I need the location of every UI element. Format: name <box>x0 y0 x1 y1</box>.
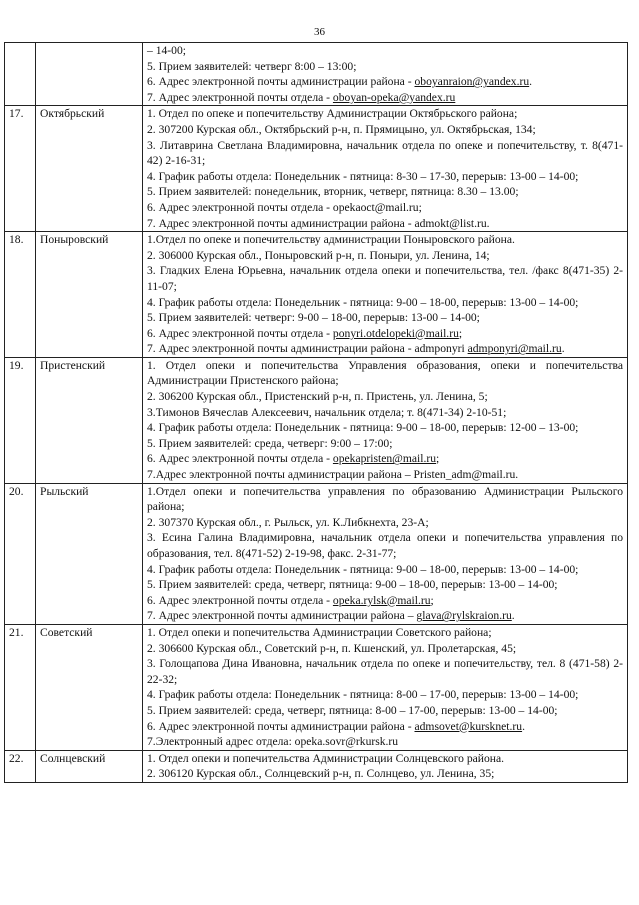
info-line <box>147 169 623 185</box>
info-text: 7.Электронный адрес отдела: opeka.sovr@rkursk.ru <box>147 735 399 749</box>
info-line <box>147 122 623 138</box>
table-row <box>5 232 628 358</box>
row-number: 18. <box>5 232 36 358</box>
guardianship-departments-table <box>4 42 628 783</box>
info-line <box>147 530 623 561</box>
info-line <box>147 341 623 357</box>
info-line <box>147 562 623 578</box>
info-line <box>147 420 623 436</box>
info-line <box>147 389 623 405</box>
info-text: 2. 307200 Курская обл., Октябрьский р-н, п. Прямицыно, ул. Октябрьская, 134; <box>147 122 536 136</box>
info-text: 6. Адрес электронной почты отдела - <box>147 326 333 340</box>
info-text: 1. Отдел по опеке и попечительству Администрации Октябрьского района; <box>147 107 518 121</box>
info-text: 7. Адрес электронной почты отдела - <box>147 90 333 104</box>
department-info <box>143 357 628 483</box>
info-text: 6. Адрес электронной почты администрации района - <box>147 75 415 89</box>
info-text: 7.Адрес электронной почты администрации района – Pristen_adm@mail.ru. <box>147 468 519 482</box>
info-line <box>147 641 623 657</box>
info-line <box>147 358 623 389</box>
info-line <box>147 766 623 782</box>
district-name: Рыльский <box>36 483 143 624</box>
info-text: . <box>511 609 515 623</box>
district-name: Пристенский <box>36 357 143 483</box>
info-text: 4. График работы отдела: Понедельник - пятница: 9-00 – 18-00, перерыв: 12-00 – 13-00; <box>147 421 579 435</box>
district-name <box>36 43 143 106</box>
info-text: 5. Прием заявителей: четверг 8:00 – 13:00; <box>147 59 357 73</box>
email-link[interactable]: oboyanraion@yandex.ru <box>414 75 530 89</box>
info-text: 7. Адрес электронной почты администрации района – <box>147 609 417 623</box>
info-line <box>147 232 623 248</box>
info-line <box>147 703 623 719</box>
info-text: 2. 307370 Курская обл., г. Рыльск, ул. К.Либкнехта, 23-А; <box>147 515 429 529</box>
info-line <box>147 687 623 703</box>
row-number: 21. <box>5 624 36 750</box>
info-line <box>147 405 623 421</box>
row-number: 22. <box>5 750 36 782</box>
email-link[interactable]: ponyri.otdelopeki@mail.ru <box>332 326 459 340</box>
department-info <box>143 750 628 782</box>
info-line <box>147 200 623 216</box>
info-text: ; <box>458 326 463 340</box>
info-text: ; <box>436 452 440 466</box>
email-link[interactable]: oboyan-opeka@yandex.ru <box>332 90 456 104</box>
table-row <box>5 750 628 782</box>
info-text: 3.Тимонов Вячеслав Алексеевич, начальник отдела; т. 8(471-34) 2-10-51; <box>147 405 507 419</box>
info-line <box>147 751 623 767</box>
info-line <box>147 515 623 531</box>
department-info <box>143 483 628 624</box>
table-row <box>5 624 628 750</box>
info-line <box>147 436 623 452</box>
department-info <box>143 624 628 750</box>
info-text: 3. Литаврина Светлана Владимировна, начальник отдела по опеке и попечительству, т. 8(471-42) 2-16-31; <box>147 138 623 168</box>
department-info <box>143 232 628 358</box>
info-line <box>147 184 623 200</box>
info-text: 1. Отдел опеки и попечительства Администрации Солнцевского района. <box>147 751 505 765</box>
email-link[interactable]: opeka.rylsk@mail.ru <box>332 593 431 607</box>
email-link[interactable]: opekapristen@mail.ru <box>332 452 436 466</box>
info-line <box>147 43 623 59</box>
info-text: 3. Есина Галина Владимировна, начальник отдела опеки и попечительства управления по образования, тел. 8(471-52) 2-19-98, факс. 2-31-77; <box>147 531 623 560</box>
info-line <box>147 326 623 342</box>
info-text: 6. Адрес электронной почты отдела - <box>147 452 333 466</box>
info-line <box>147 310 623 326</box>
info-line <box>147 577 623 593</box>
info-line <box>147 106 623 122</box>
info-text: ; <box>430 593 434 607</box>
info-text: . <box>529 75 533 89</box>
info-text: 1. Отдел опеки и попечительства Управления образования, опеки и попечительства Администрации Пристенского района; <box>147 358 623 388</box>
info-line <box>147 451 623 467</box>
info-text: 2. 306000 Курская обл., Поныровский р-н, п. Поныри, ул. Ленина, 14; <box>147 248 490 262</box>
row-number <box>5 43 36 106</box>
info-line <box>147 467 623 483</box>
info-text: 4. График работы отдела: Понедельник - пятница: 9-00 – 18-00, перерыв: 13-00 – 14-00; <box>147 562 579 576</box>
info-line <box>147 734 623 750</box>
info-line <box>147 625 623 641</box>
email-link[interactable]: admponyri@mail.ru <box>467 342 562 356</box>
info-text: 6. Адрес электронной почты отдела - opekaoct@mail.ru; <box>147 200 422 214</box>
info-text: . <box>561 342 565 356</box>
table-row <box>5 483 628 624</box>
table-row <box>5 357 628 483</box>
row-number: 17. <box>5 106 36 232</box>
email-link[interactable]: glava@rylskraion.ru <box>416 609 512 623</box>
info-text: 6. Адрес электронной почты администрации района - <box>147 719 415 733</box>
info-text: 2. 306200 Курская обл., Пристенский р-н, п. Пристень, ул. Ленина, 5; <box>147 390 488 404</box>
info-text: 4. График работы отдела: Понедельник - пятница: 8-30 – 17-30, перерыв: 13-00 – 14-00; <box>147 169 579 183</box>
info-text: 3. Гладких Елена Юрьевна, начальник отдела опеки и попечительства, тел. /факс 8(471-35) 2-11-07; <box>147 264 623 293</box>
info-line <box>147 74 623 90</box>
info-line <box>147 484 623 515</box>
district-name: Октябрьский <box>36 106 143 232</box>
info-text: 7. Адрес электронной почты администрации района - admokt@list.ru. <box>147 216 490 230</box>
info-text: 2. 306120 Курская обл., Солнцевский р-н, п. Солнцево, ул. Ленина, 35; <box>147 767 495 781</box>
row-number: 19. <box>5 357 36 483</box>
info-text: 1. Отдел опеки и попечительства Администрации Советского района; <box>147 625 492 639</box>
info-line <box>147 608 623 624</box>
info-text: 5. Прием заявителей: понедельник, вторник, четверг, пятница: 8.30 – 13.00; <box>147 185 519 199</box>
info-text: 6. Адрес электронной почты отдела - <box>147 593 333 607</box>
info-text: 5. Прием заявителей: среда, четверг, пятница: 9-00 – 18-00, перерыв: 13-00 – 14-00; <box>147 578 558 592</box>
info-line <box>147 248 623 264</box>
info-text: 4. График работы отдела: Понедельник - пятница: 9-00 – 18-00, перерыв: 13-00 – 14-00; <box>147 295 579 309</box>
info-text: – 14-00; <box>147 44 186 57</box>
info-line <box>147 719 623 735</box>
info-text: 1.Отдел опеки и попечительства управления по образованию Администрации Рыльского района; <box>147 484 623 514</box>
district-name: Советский <box>36 624 143 750</box>
info-text: 5. Прием заявителей: четверг: 9-00 – 18-00, перерыв: 13-00 – 14-00; <box>147 311 480 325</box>
info-text: 5. Прием заявителей: среда, четверг: 9:00 – 17:00; <box>147 436 393 450</box>
info-line <box>147 138 623 169</box>
district-name: Солнцевский <box>36 750 143 782</box>
info-line <box>147 263 623 294</box>
info-text: 4. График работы отдела: Понедельник - пятница: 8-00 – 17-00, перерыв: 13-00 – 14-00; <box>147 688 579 702</box>
info-text: 3. Голощапова Дина Ивановна, начальник отдела по опеке и попечительству, тел. 8 (471-58) 2-22-32; <box>147 657 623 686</box>
district-name: Поныровский <box>36 232 143 358</box>
info-text: 1.Отдел по опеке и попечительству администрации Поныровского района. <box>147 233 515 247</box>
info-line <box>147 59 623 75</box>
info-text: 5. Прием заявителей: среда, четверг, пятница: 8-00 – 17-00, перерыв: 13-00 – 14-00; <box>147 703 558 717</box>
table-row <box>5 106 628 232</box>
info-line <box>147 216 623 232</box>
department-info <box>143 43 628 106</box>
email-link[interactable]: admsovet@kursknet.ru <box>414 719 523 733</box>
info-text: 2. 306600 Курская обл., Советский р-н, п. Кшенский, ул. Пролетарская, 45; <box>147 641 517 655</box>
department-info <box>143 106 628 232</box>
info-line <box>147 656 623 687</box>
table-row <box>5 43 628 106</box>
info-line <box>147 90 623 106</box>
row-number: 20. <box>5 483 36 624</box>
info-text: 7. Адрес электронной почты администрации района - admponyri <box>147 342 468 356</box>
info-line <box>147 593 623 609</box>
info-line <box>147 295 623 311</box>
info-text: . <box>522 719 525 733</box>
page-number: 36 <box>314 26 325 38</box>
